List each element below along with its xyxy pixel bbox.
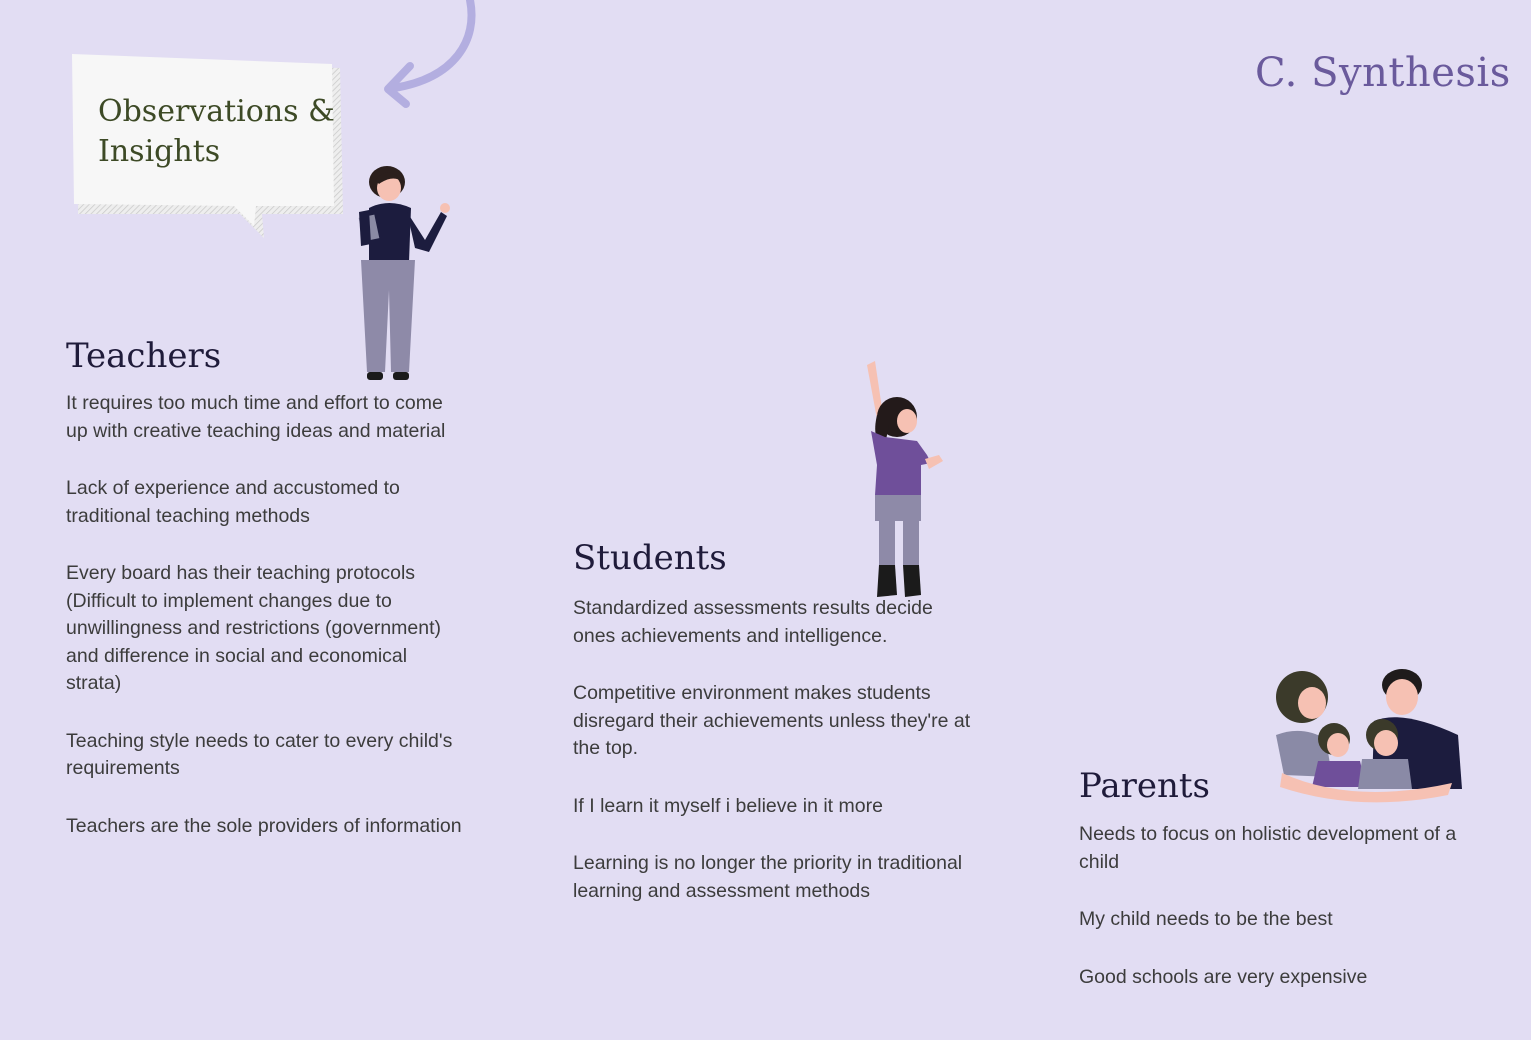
teachers-list [66, 390, 466, 870]
teachers-item: Every board has their teaching protocols (Difficult to implement changes due to unwillingness and restrictions (government) and difference in social and economical strata) [66, 562, 442, 694]
parents-list [1079, 821, 1479, 1021]
bubble-label: Observations & Insights [98, 94, 335, 169]
teachers-heading: Teachers [66, 336, 222, 376]
teachers-item: Teaching style needs to cater to every child's requirements [66, 729, 453, 779]
students-list [573, 595, 973, 935]
curved-arrow-icon [370, 0, 490, 115]
parents-item: Good schools are very expensive [1079, 965, 1368, 988]
parents-item: Needs to focus on holistic development of a child [1079, 823, 1457, 873]
teachers-item: Teachers are the sole providers of information [66, 814, 462, 837]
teachers-item: Lack of experience and accustomed to traditional teaching methods [66, 477, 400, 527]
students-item: Standardized assessments results decide ones achievements and intelligence. [573, 597, 933, 647]
student-illustration [855, 355, 955, 605]
students-heading: Students [573, 538, 727, 578]
family-illustration [1262, 665, 1467, 810]
page-title: C. Synthesis [1255, 50, 1511, 96]
parents-heading: Parents [1079, 766, 1211, 806]
students-item: Competitive environment makes students disregard their achievements unless they're at the top. [573, 682, 971, 759]
teacher-illustration [345, 160, 460, 400]
teachers-item: It requires too much time and effort to come up with creative teaching ideas and material [66, 392, 446, 442]
students-item: If I learn it myself i believe in it more [573, 794, 883, 817]
parents-item: My child needs to be the best [1079, 908, 1333, 930]
students-item: Learning is no longer the priority in traditional learning and assessment methods [573, 852, 963, 902]
